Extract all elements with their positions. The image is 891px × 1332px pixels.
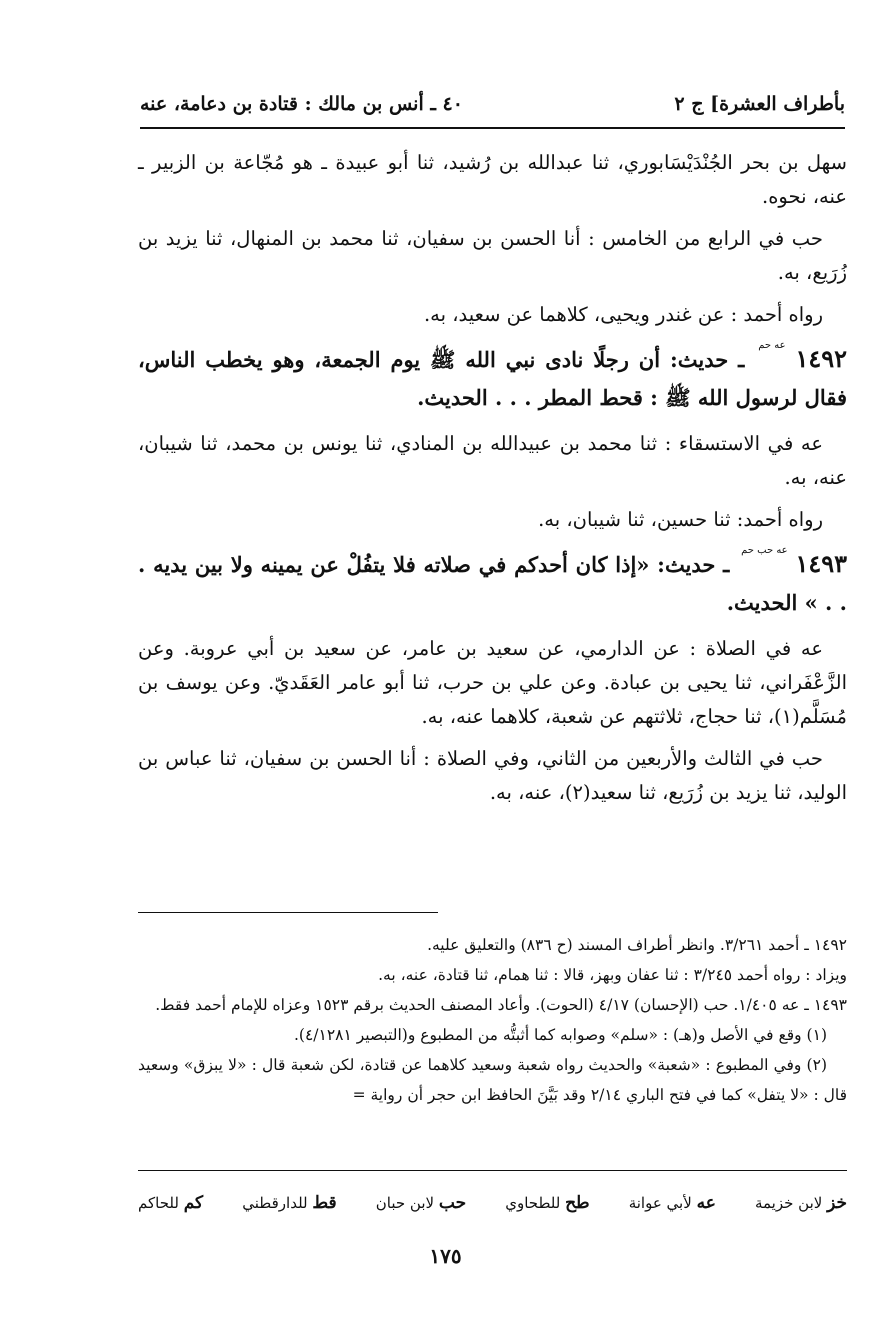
legend-abbr: كم [183,1193,204,1213]
hadith-text: ـ حديث: أن رجلًا نادى نبي الله ﷺ يوم الجمعة، وهو يخطب الناس، فقال لرسول الله ﷺ : قحط المطر . . . الحديث. [138,347,847,410]
main-text [138,146,847,818]
footnote: (١) وقع في الأصل و(هـ) : «سلم» وصوابه كما أثبتُّه من المطبوع و(التبصير ٤/١٢٨١). [293,1026,827,1044]
footnote: (٢) وفي المطبوع : «شعبة» والحديث رواه شعبة وسعيد كلاهما عن قتادة، لكن شعبة قال : «لا يبزق» وسعيد قال : «لا يتفل» كما في فتح الباري ٢/١٤ وقد بَيَّنَ الحافظ ابن حجر أن رواية = [138,1056,847,1104]
legend-item [755,1193,847,1213]
hadith-text: ـ حديث: «إذا كان أحدكم في صلاته فلا يتفُلْ عن يمينه ولا بين يديه . . . » الحديث. [138,552,847,615]
hadith-number: ١٤٩٣ [795,549,847,578]
footnote: ١٤٩٢ ـ أحمد ٣/٢٦١. وانظر أطراف المسند (ح ٨٣٦) والتعليق عليه. [427,936,847,954]
legend-name: للحاكم [138,1194,179,1212]
paragraph: عه في الاستسقاء : ثنا محمد بن عبيدالله بن المنادي، ثنا يونس بن محمد، ثنا شيبان، عنه، به. [138,432,847,489]
legend-abbr: عه [696,1193,716,1213]
paragraph: حب في الثالث والأربعين من الثاني، وفي الصلاة : أنا الحسن بن سفيان، ثنا عباس بن الوليد، ثنا يزيد بن زُرَيع، ثنا سعيد(٢)، عنه، به. [138,747,847,804]
paragraph: رواه أحمد : عن غندر ويحيى، كلاهما عن سعيد، به. [423,303,823,326]
legend-name: للدارقطني [242,1194,308,1212]
legend-name: للطحاوي [505,1194,561,1212]
legend-name: لأبي عوانة [628,1194,692,1212]
footnotes [138,930,847,1110]
hadith-entry-1493 [138,545,847,622]
page-number: ١٧٥ [429,1244,462,1268]
footnote-divider [138,912,438,913]
legend-name: لابن خزيمة [754,1194,823,1212]
legend-abbr: حب [438,1193,467,1213]
legend-item [242,1193,336,1213]
legend-item [505,1193,589,1213]
legend-abbr: قط [312,1193,337,1213]
legend-abbr: خز [827,1193,847,1213]
paragraph: رواه أحمد: ثنا حسين، ثنا شيبان، به. [538,508,823,531]
header-chapter-title: ٤٠ ـ أنس بن مالك : قتادة بن دعامة، عنه [140,93,463,115]
paragraph: عه في الصلاة : عن الدارمي، عن سعيد بن عامر، عن سعيد بن أبي عروبة. وعن الزَّعْفَراني، ثنا يحيى بن عبادة. وعن علي بن حرب، ثنا أبو عامر العَقَديّ. وعن يوسف بن مُسَلَّم(١)، ثنا حجاج، ثلاثتهم عن شعبة، كلاهما عنه، به. [138,637,847,728]
source-sigla: عه حب حم [741,545,788,556]
legend-item [376,1193,466,1213]
hadith-number: ١٤٩٢ [795,344,848,373]
header-book-title: بأطراف العشرة] ج ٢ [674,93,845,115]
legend-item [138,1193,203,1213]
paragraph: سهل بن بحر الجُنْدَيْسَابوري، ثنا عبدالله بن رُشيد، ثنا أبو عبيدة ـ هو مُجّاعة بن الزبير ـ عنه، نحوه. [138,151,847,208]
source-sigla: عه حم [758,340,786,351]
header-divider [140,127,845,129]
hadith-entry-1492 [138,340,847,417]
footnote: ويزاد : رواه أحمد ٣/٢٤٥ : ثنا عفان وبهز، قالا : ثنا همام، ثنا قتادة، عنه، به. [378,966,847,984]
legend-item [629,1193,716,1213]
paragraph: حب في الرابع من الخامس : أنا الحسن بن سفيان، ثنا محمد بن المنهال، ثنا يزيد بن زُرَيع، به. [138,227,847,284]
footnote: ١٤٩٣ ـ عه ١/٤٠٥. حب (الإحسان) ٤/١٧ (الحوت). وأعاد المصنف الحديث برقم ١٥٢٣ وعزاه للإمام أحمد فقط. [155,996,847,1014]
running-header [140,84,845,124]
legend-divider [138,1170,847,1171]
legend-name: لابن حبان [375,1194,435,1212]
abbreviation-legend [138,1188,847,1218]
legend-abbr: طح [565,1193,590,1213]
